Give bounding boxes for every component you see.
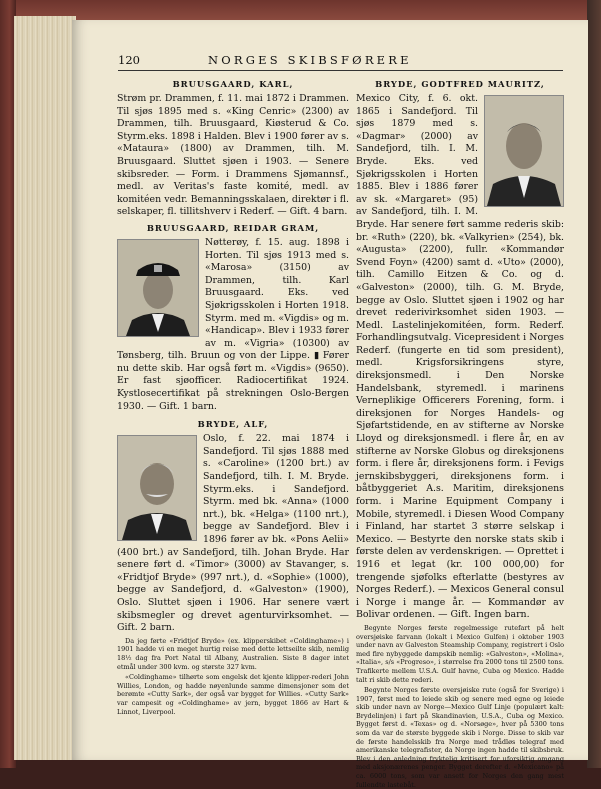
right-column [356,77,564,789]
page-number: 120 [118,53,140,67]
book-cover-top [0,0,601,20]
entry-note: Da jeg førte «Fridtjof Bryde» (ex. klipperskibet «Coldinghame») i 1901 hadde vi en meget hurtig reise med dette lettseilte skib, nemlig 18½ dag fra Port Natal til Albany, Australien. Siste 8 dager intet etmål under 300 kvm. og største 327 kvm. [117,636,349,671]
entry-name: BRUUSGAARD, REIDAR GRAM, [146,222,320,233]
entry-name: BRUUSGAARD, KARL, [172,79,294,89]
entry-text: Oslo, f. 22. mai 1874 i Sandefjord. Til sjøs 1888 med s. «Caroline» (1200 brt.) av Sandefjord, tilh. I. M. Bryde. Styrm.eks. i Sandefjord. Styrm. med bk. «Anna» (1000 nrt.), bk. «Helga» (1100 nrt.), begge av Sandefjord. Blev i 1896 fører av bk. «Pons Aelii» (400 brt.) av Sandefjord, tilh. Johan Bryde. Har senere ført d. «Timor» (3000) av Stavanger, s. «Fridtjof Bryde» (997 nrt.), d. «Sophie» (1000), begge av Sandefjord, d. «Galveston» (1900), Oslo. Sluttet sjøen i 1906. Har senere vært skibsmegler og drevet agenturvirksomhet. — Gift. 2 barn. [117,433,349,634]
entry-text: Strøm pr. Drammen, f. 11. mai 1872 i Drammen. Til sjøs 1895 med s. «King Cenric» (2300) av Drammen, tilh. Bruusgaard, Kiøsterud & Co. Styrm.eks. 1898 i Halden. Blev i 1900 fører av s. «Mataura» (1800) av Drammen, tilh. M. Bruusgaard. Sluttet sjøen i 1903. — Senere skibsreder. — Form. i Drammens Sjømannsf., medl. av Veritas's faste komité, medl. av komitéen vedr. Bemanningsskalaen, direktør i fl. selskaper, fl. tillitshverv i Rederf. — Gift. 4 barn. [117,93,349,218]
portrait-photo [484,95,564,207]
portrait-photo [117,435,197,541]
page-header [118,53,558,69]
left-column [117,77,349,716]
entry-note: «Coldinghame» tilhørte som engelsk det kjente klipper-rederi John Willies, London, og hadde nøyenlunde samme dimensjoner som det berømte «Cutty Sark», der også var bygget for Willies. «Cutty Sark» var campesit og «Coldinghame» av jern, bygget 1866 av Hart & Linnot, Liverpool. [117,673,349,716]
running-title: NORGES SKIBSFØRERE [208,53,412,67]
page-edges [14,16,76,760]
entry-text: Mexico City, f. 6. okt. 1865 i Sandefjord. Til sjøs 1879 med s. «Dagmar» (2000) av Sandefjord, tilh. I. M. Bryde. Eks. ved Sjøkrigsskolen i Horten 1885. Blev i 1886 fører av sk. «Margaret» (95) av Sandefjord, tilh. I. M. Bryde. Har senere ført samme rederis skib: br. «Ruth» (220), bk. «Valkyrien» (254), bk. «Augusta» (2200), fullr. «Kommandør Svend Foyn» (4200) samt d. «Uto» (2000), tilh. Camillo Eitzen & Co. og d. «Galveston» (2000), tilh. G. M. Bryde, begge av Oslo. Sluttet sjøen i 1902 og har drevet rederivirksomhet siden 1903. — Medl. Lastelinjekomitéen, form. Rederf. Forhandlingsutvalg. Vicepresident i Norges Rederf. (fungerte en tid som president), medl. Krigsforsikringens styre, direksjonsmedl. i Den Norske Handelsbank, styremedl. i marinens Verneplikige Officerers Forening, form. i direksjonen for Norges Handels- og Sjøfartstidende, en av stifterne av Norske Lloyd og direksjonsmedl. i flere år, en av stifterne av Norske Globus og direksjonens form. i flere år, direksjonens form. i Fevigs jernskibsbyggeri, direksjonens form. i båtbyggeriet A.s. Maritim, direksjonens form. i Marine Equipment Company i Mobile, styremedl. i Diesen Wood Company i Finland, har startet 3 større selskap i Mexico. — Bestyrte den norske stats skib i første delen av verdenskrigen. — Oprettet i 1916 et legat (kr. 100 000,00) for trengende sjøfolks efterlatte (bestyres av Norges Rederf.). — Mexicos General consul i Norge i mange år. — Kommandør av Bolivar ordenen. — Gift. Ingen barn. [356,93,564,621]
header-rule [118,70,563,71]
entry-note: Begynte Norges første regelmessige rutefart på helt oversjøiske farvann (lokalt i Mexico Gulfen) i oktober 1903 under navn av Galveston Steamship Company, registrert i Oslo med fire nybyggede dampskib nemlig: «Galveston», «Molina», «Italia», s/s «Progreso», i størrelse fra 2000 tons til 2500 tons. Trafikerte mellem U.S.A. Gulf havne, Cuba og Mexico. Hadde talt ri skib dette rederi. [356,623,564,684]
entry-name: BRYDE, ALF, [197,419,269,430]
book-cover-right [587,0,601,768]
entry-text: Nøtterøy, f. 15. aug. 1898 i Horten. Til sjøs 1913 med s. «Marosa» (3150) av Drammen, tilh. Karl Bruusgaard. Eks. ved Sjøkrigsskolen i Horten 1918. Styrm. med m. «Vigdis» og m. «Handicap». Blev i 1933 fører av m. «Vigria» (10300) av Tønsberg, tilh. Bruun og von der Lippe. ▮ Fører nu dette skib. Har også ført m. «Vigdis» (9650). Er fast sjøofficer. Radiocertifikat 1924. Kystlosecertifikat på strekningen Oslo-Bergen 1930. — Gift. 1 barn. [117,236,349,412]
entry-note: Begynte Norges første oversjøiske rute (også for Sverige) i 1907, først med to leiede skib og senere med egne og leiede skib under navn av Norge—Mexico Gulf Linje (populært kalt: Brydelinjen) i fart på Skandinavien, U.S.A., Cuba og Mexico. Bygget først d. «Texas» og d. «Norsøge», hver på 5300 tons som da var de største byggede skib i Norge. Disse to skib var de første handelsskib fra Norge med trådløs telegraf med amerikanske telegrafister, da Norge ingen hadde til skibsbruk. Blev i den anledning fryktelig kritisert for uforsiktig omgang med aksjonærenes penger. Bygget derefter d. «Mexicano» på ca. 6000 tons, som var ansett for Norges den gang mest fullendte lastebåt. [356,686,564,789]
portrait-photo [117,239,199,337]
entry-name: BRYDE, GODTFRED MAURITZ, [375,79,545,89]
